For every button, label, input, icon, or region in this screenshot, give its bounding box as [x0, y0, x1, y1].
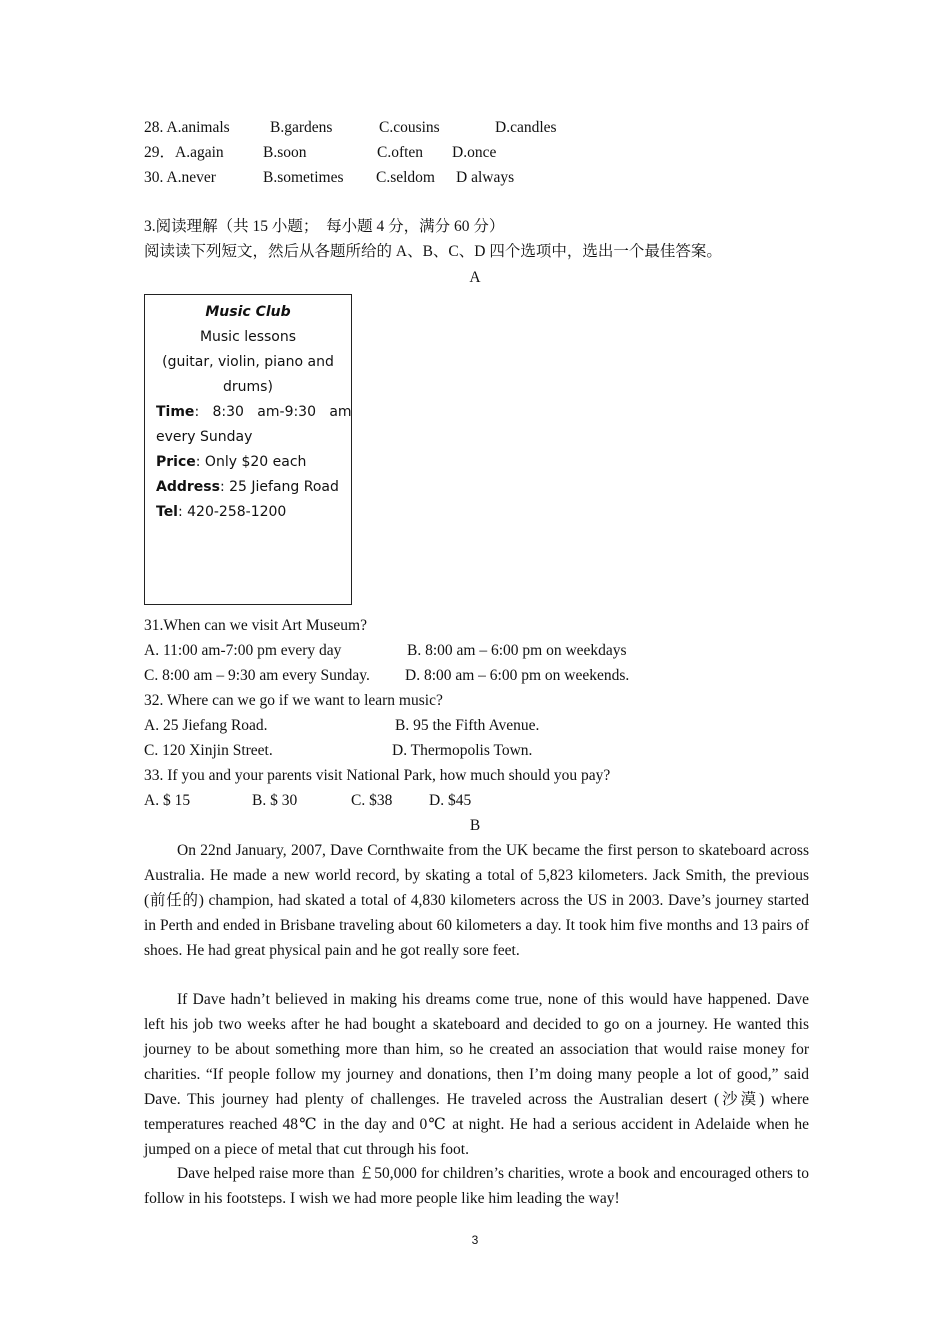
ad-time: Time: 8:30 am-9:30 am [156, 404, 352, 420]
ad-subtitle: Music lessons [199, 329, 297, 345]
q29-option-c: C.often [377, 144, 424, 161]
q28-option-d: D.candles [495, 119, 557, 136]
q33-option-b: B. $ 30 [252, 792, 298, 809]
passage-b-paragraph-1: On 22nd January, 2007, Dave Cornthwaite from the UK became the first person to skateboard across Australia. He made a new world record, by skating a total of 5,823 kilometers. Jack Smith, the previous (前任的) champion, had skated a total of 4,830 kilometers across the US in 2003. Dave’s journey started in Perth and ended in Brisbane traveling about 60 kilometers a day. It took him five months and 13 pairs of shoes. He had great physical pain and he got really sore feet. [144, 842, 809, 959]
passage-b-label: B [469, 817, 481, 834]
q28-option-b: B.gardens [270, 119, 333, 136]
ad-title: Music Club [205, 304, 291, 320]
section-title: 3.阅读理解（共 15 小题； 每小题 4 分，满分 60 分） [144, 218, 505, 235]
passage-b-paragraph-2: If Dave hadn’t believed in making his dreams come true, none of this would have happened. Dave left his job two weeks after he had bought a skateboard and decided to go on a journey. He wanted this journey to be about something more than him, so he created an association that would raise money for charities. “If people follow my journey and donations, then I’m doing many people a lot of good,” said Dave. This journey had plenty of challenges. He traveled across the Australian desert (沙漠) where temperatures reached 48℃ in the day and 0℃ at night. He had a serious accident in Adelaide when he jumped on a piece of metal that cut through his foot. [144, 991, 809, 1158]
section-instruction: 阅读读下列短文，然后从各题所给的 A、B、C、D 四个选项中，选出一个最佳答案。 [144, 243, 722, 260]
q31-option-b: B. 8:00 am – 6:00 pm on weekdays [407, 642, 627, 659]
q28-option-a: 28. A.animals [144, 119, 230, 136]
q30-option-c: C.seldom [376, 169, 435, 186]
q33-question: 33. If you and your parents visit National Park, how much should you pay? [144, 767, 611, 784]
q31-option-c: C. 8:00 am – 9:30 am every Sunday. [144, 667, 370, 684]
q33-option-c: C. $38 [351, 792, 393, 809]
music-club-ad [144, 294, 352, 605]
ad-time-cont: every Sunday [156, 429, 253, 445]
ad-address: Address: 25 Jiefang Road [156, 479, 339, 495]
q30-option-b: B.sometimes [263, 169, 344, 186]
q33-option-a: A. $ 15 [144, 792, 191, 809]
passage-b-paragraph-3: Dave helped raise more than ￡50,000 for children’s charities, wrote a book and encouraged others to follow in his footsteps. I wish we had more people like him leading the way! [144, 1165, 809, 1207]
q31-question: 31.When can we visit Art Museum? [144, 617, 367, 634]
q28-option-c: C.cousins [379, 119, 440, 136]
ad-tel: Tel: 420-258-1200 [156, 504, 287, 520]
q33-option-d: D. $45 [429, 792, 472, 809]
q32-option-a: A. 25 Jiefang Road. [144, 717, 268, 734]
ad-instruments-cont: drums) [223, 379, 273, 395]
q32-option-c: C. 120 Xinjin Street. [144, 742, 273, 759]
passage-a-label: A [469, 269, 481, 286]
q29-option-a: 29．A.again [144, 144, 224, 161]
q31-option-a: A. 11:00 am-7:00 pm every day [144, 642, 342, 659]
q29-option-b: B.soon [263, 144, 307, 161]
q31-option-d: D. 8:00 am – 6:00 pm on weekends. [405, 667, 630, 684]
ad-instruments: (guitar, violin, piano and [162, 354, 334, 370]
q32-question: 32. Where can we go if we want to learn music? [144, 692, 443, 709]
ad-price: Price: Only $20 each [156, 454, 307, 470]
q29-option-d: D.once [452, 144, 497, 161]
page-number: 3 [471, 1233, 479, 1247]
q30-option-a: 30. A.never [144, 169, 216, 186]
q30-option-d: D always [456, 169, 515, 186]
q32-option-d: D. Thermopolis Town. [392, 742, 533, 759]
q32-option-b: B. 95 the Fifth Avenue. [395, 717, 540, 734]
